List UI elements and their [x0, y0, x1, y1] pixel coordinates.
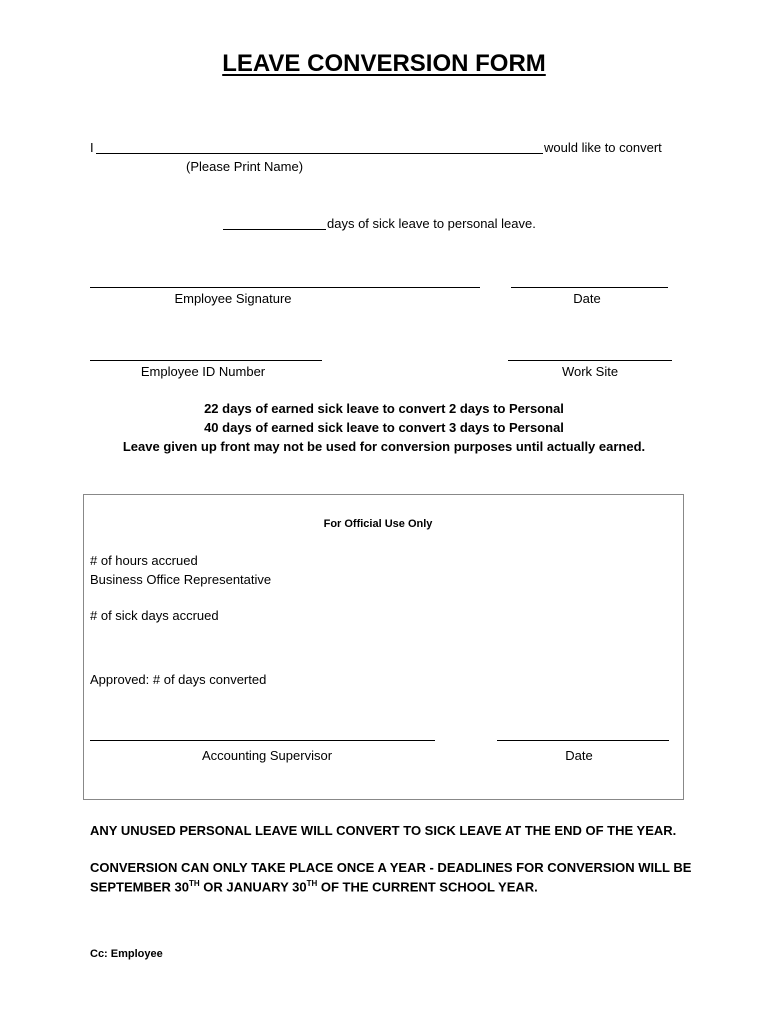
- form-title: LEAVE CONVERSION FORM: [222, 50, 546, 77]
- name-line[interactable]: [96, 153, 543, 154]
- rule-3: Leave given up front may not be used for conversion purposes until actually earned.: [122, 439, 646, 454]
- business-rep-label: Business Office Representative: [90, 572, 272, 587]
- rule-2: 40 days of earned sick leave to convert 3 days to Personal: [204, 420, 564, 435]
- conversion-note-line2: [90, 879, 538, 894]
- name-suffix: would like to convert: [544, 140, 662, 155]
- current-year-text: OF THE CURRENT SCHOOL YEAR.: [317, 879, 538, 895]
- official-date-line[interactable]: [497, 740, 669, 741]
- signature-label: Employee Signature: [174, 291, 292, 306]
- work-site-line[interactable]: [508, 360, 672, 361]
- th-superscript: TH: [306, 879, 318, 888]
- hours-accrued-label: # of hours accrued: [90, 553, 198, 568]
- supervisor-line[interactable]: [90, 740, 435, 741]
- approved-label: Approved: # of days converted: [90, 672, 267, 687]
- name-prefix: I: [90, 140, 94, 155]
- september-text: SEPTEMBER 30: [90, 879, 189, 895]
- days-text: days of sick leave to personal leave.: [327, 216, 536, 231]
- official-heading: For Official Use Only: [323, 518, 433, 530]
- work-site-label: Work Site: [561, 364, 619, 379]
- january-text: OR JANUARY 30: [199, 879, 307, 895]
- official-date-label: Date: [565, 748, 593, 763]
- unused-leave-note: ANY UNUSED PERSONAL LEAVE WILL CONVERT TO SICK LEAVE AT THE END OF THE YEAR.: [90, 823, 677, 838]
- date-label: Date: [573, 291, 601, 306]
- sick-days-label: # of sick days accrued: [90, 608, 219, 623]
- cc-employee: Cc: Employee: [90, 948, 163, 960]
- supervisor-label: Accounting Supervisor: [201, 748, 333, 763]
- date-line[interactable]: [511, 287, 668, 288]
- rule-1: 22 days of earned sick leave to convert 2 days to Personal: [204, 401, 564, 416]
- signature-line[interactable]: [90, 287, 480, 288]
- employee-id-line[interactable]: [90, 360, 322, 361]
- th-superscript: TH: [188, 879, 200, 888]
- conversion-note-line1: CONVERSION CAN ONLY TAKE PLACE ONCE A YEAR - DEADLINES FOR CONVERSION WILL BE: [90, 860, 692, 875]
- days-line[interactable]: [223, 229, 326, 230]
- employee-id-label: Employee ID Number: [140, 364, 266, 379]
- name-hint: (Please Print Name): [186, 159, 304, 174]
